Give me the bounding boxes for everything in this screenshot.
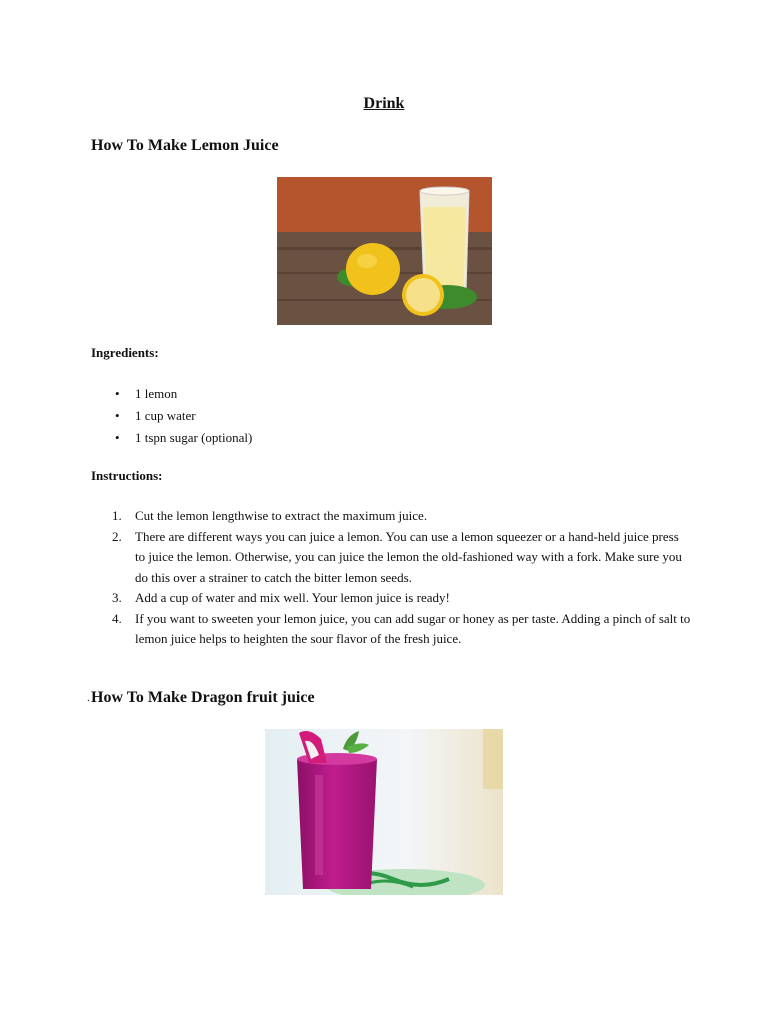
list-item: [91, 527, 691, 589]
instructions-label: Instructions:: [91, 468, 163, 483]
list-item: [91, 506, 691, 527]
list-item: [91, 428, 252, 450]
step-text: If you want to sweeten your lemon juice, you can add sugar or honey as per taste. Adding a pinch of salt to lemon juice helps to heighten the sour flavor of the fresh juice.: [135, 610, 691, 646]
list-item: [91, 588, 691, 609]
dragon-fruit-juice-illustration: [265, 729, 503, 895]
page-title: Drink: [363, 95, 405, 112]
lemon-heading: How To Make Lemon Juice: [91, 137, 279, 154]
step-number: 1.: [112, 508, 122, 523]
ingredient-text: 1 tspn sugar (optional): [135, 430, 253, 445]
bullet-icon: •: [115, 430, 120, 445]
dragon-fruit-juice-image: [265, 729, 503, 895]
instructions-list: [91, 506, 691, 650]
list-item: [91, 406, 252, 428]
step-number: 2.: [112, 528, 122, 544]
list-item: [91, 384, 252, 406]
step-text: Add a cup of water and mix well. Your lemon juice is ready!: [135, 590, 450, 605]
bullet-icon: •: [115, 408, 120, 423]
list-item: [91, 609, 691, 650]
step-number: 4.: [112, 610, 122, 626]
lemon-juice-illustration: [277, 177, 492, 325]
ingredient-text: 1 lemon: [135, 386, 178, 401]
bullet-icon: •: [115, 386, 120, 401]
lemon-juice-image: [277, 177, 492, 325]
step-text: There are different ways you can juice a lemon. You can use a lemon squeezer or a hand-held juice press to juice the lemon. Otherwise, you can juice the lemon the old-fashioned way with a fork. Make sure you do this over a strainer to catch the bitter lemon seeds.: [135, 528, 682, 585]
dragon-heading-text: How To Make Dragon fruit juice: [91, 689, 315, 706]
step-number: 3.: [112, 590, 122, 605]
step-text: Cut the lemon lengthwise to extract the maximum juice.: [135, 508, 428, 523]
dragon-heading: [87, 689, 315, 707]
ingredient-text: 1 cup water: [135, 408, 196, 423]
ingredients-label: Ingredients:: [91, 345, 159, 360]
ingredients-list: [91, 384, 252, 450]
heading-prefix: .: [87, 692, 90, 704]
